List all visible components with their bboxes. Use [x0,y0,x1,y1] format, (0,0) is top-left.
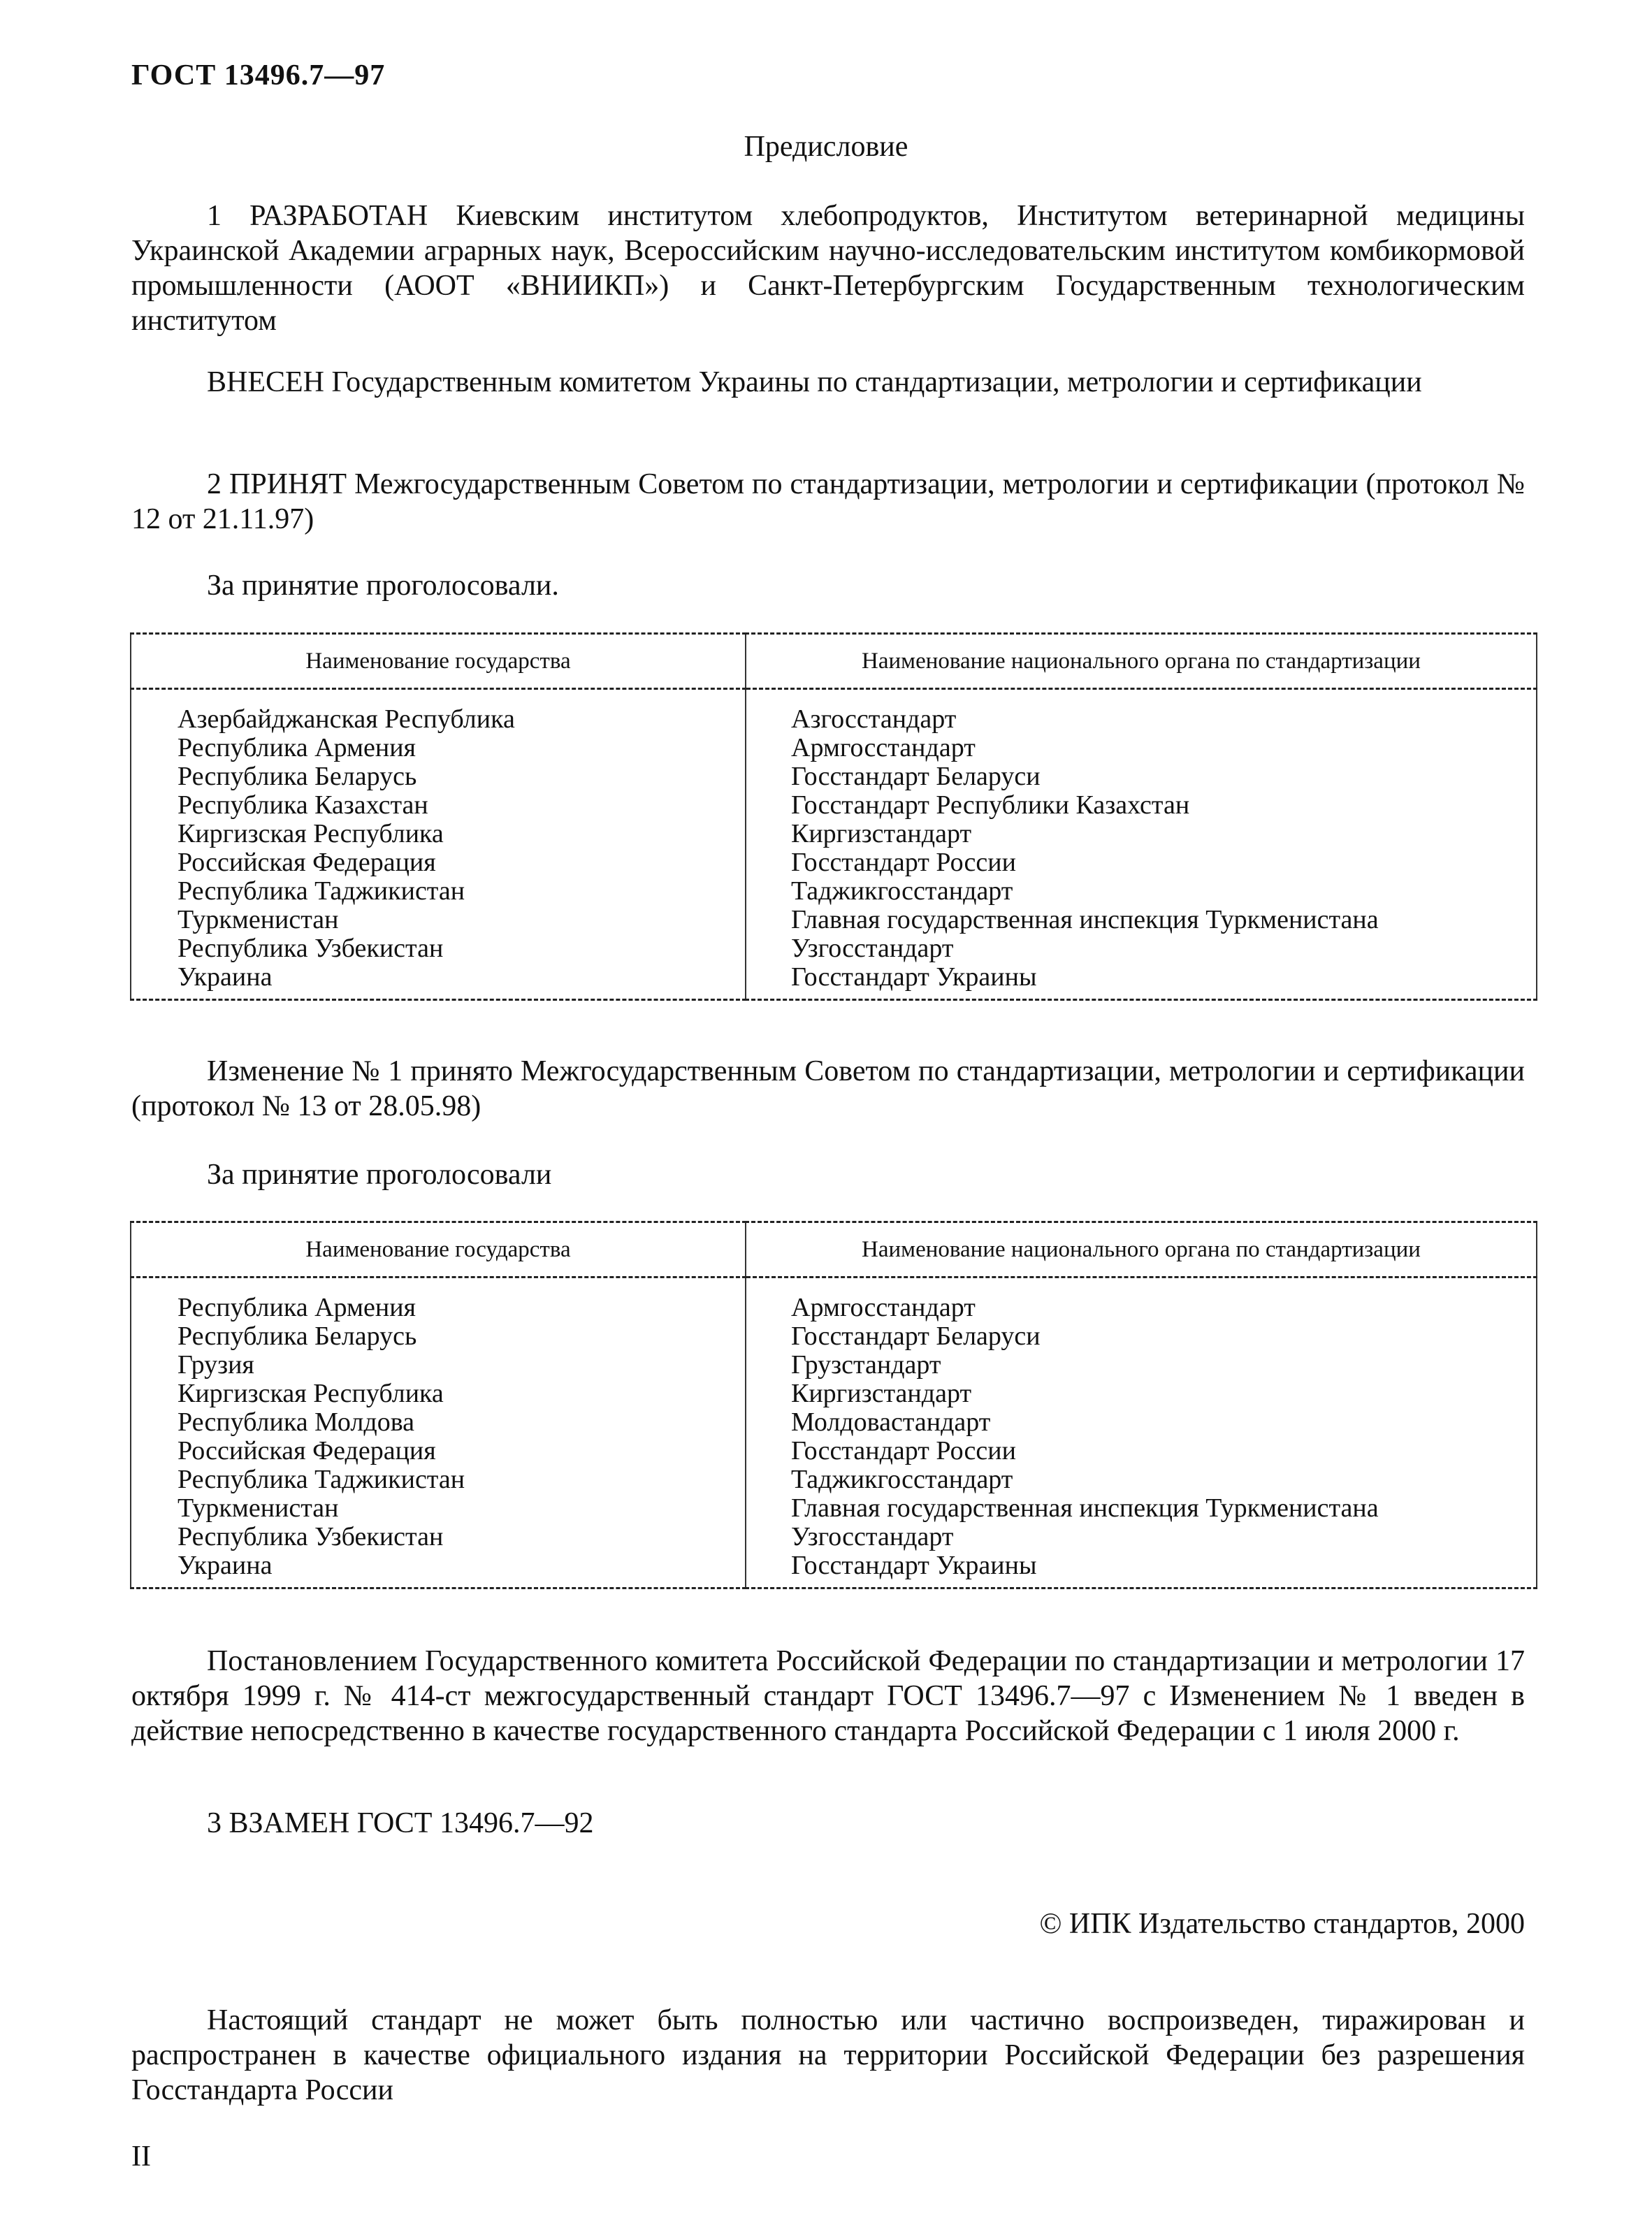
standards-body-cell: Азгосстандарт [791,704,957,734]
state-cell: Республика Узбекистан [131,1523,746,1551]
state-cell: Украина [131,963,746,1000]
page-number: II [131,2141,151,2173]
state-cell: Республика Беларусь [131,762,746,791]
state-cell: Республика Казахстан [131,791,746,820]
table-row [131,1277,1537,1323]
voted-caption-2: За принятие проголосовали [207,1159,552,1191]
standards-body-cell: Таджикгосстандарт [791,1465,1013,1494]
reproduction-notice: Настоящий стандарт не может быть полностью или частично воспроизведен, тиражирован и распространен в качестве официального издания на территории Российской Федерации без разрешения Госстандарта России [131,2004,1525,2106]
state-cell: Российская Федерация [131,848,746,877]
adopted-paragraph: 2 ПРИНЯТ Межгосударственным Советом по стандартизации, метрологии и сертификации (протокол № 12 от 21.11.97) [131,468,1525,535]
state-cell: Азербайджанская Республика [131,689,746,734]
copyright-line: © ИПК Издательство стандартов, 2000 [1039,1908,1525,1940]
standards-body-cell: Армгосстандарт [791,733,976,762]
voted-caption-1: За принятие проголосовали. [207,570,559,602]
table-row [131,848,1537,877]
state-cell: Республика Таджикистан [131,877,746,906]
amendment-paragraph: Изменение № 1 принято Межгосударственным Советом по стандартизации, метрологии и сертификации (протокол № 13 от 28.05.98) [131,1055,1525,1122]
column-header-state: Наименование государства [131,1222,746,1277]
state-cell: Туркменистан [131,906,746,934]
table-row [131,1437,1537,1465]
table-row [131,1465,1537,1494]
standards-body-cell: Грузстандарт [791,1350,941,1380]
table-row [131,963,1537,1000]
state-cell: Республика Молдова [131,1408,746,1437]
states-table-2 [130,1221,1537,1589]
table-row [131,791,1537,820]
document-code: ГОСТ 13496.7—97 [131,59,386,92]
standards-body-cell: Госстандарт России [791,1436,1016,1465]
table-row [131,1494,1537,1523]
standards-body-cell: Киргизстандарт [791,1379,972,1408]
standards-body-cell: Таджикгосстандарт [791,876,1013,906]
table-header-row [131,1222,1537,1277]
table-row [131,762,1537,791]
standards-body-cell: Госстандарт Украины [791,962,1037,992]
standards-body-cell: Госстандарт Украины [791,1551,1037,1580]
column-header-body: Наименование национального органа по стандартизации [746,1222,1537,1277]
state-cell: Республика Беларусь [131,1322,746,1351]
standards-body-cell: Узгосстандарт [791,1522,954,1551]
table-row [131,1322,1537,1351]
standards-body-cell: Главная государственная инспекция Туркменистана [791,905,1379,934]
standards-body-cell: Узгосстандарт [791,934,954,963]
state-cell: Киргизская Республика [131,1380,746,1408]
table-row [131,1551,1537,1588]
table-row [131,689,1537,734]
column-header-body: Наименование национального органа по стандартизации [746,634,1537,689]
states-table-1 [130,632,1537,1001]
table-row [131,1523,1537,1551]
table-row [131,877,1537,906]
table-row [131,906,1537,934]
section-heading: Предисловие [744,131,908,163]
standards-body-cell: Госстандарт Республики Казахстан [791,790,1190,820]
state-cell: Грузия [131,1351,746,1380]
table-row [131,934,1537,963]
standards-body-cell: Киргизстандарт [791,819,972,848]
state-cell: Киргизская Республика [131,820,746,848]
state-cell: Туркменистан [131,1494,746,1523]
table-row [131,734,1537,762]
column-header-state: Наименование государства [131,634,746,689]
state-cell: Республика Армения [131,734,746,762]
state-cell: Российская Федерация [131,1437,746,1465]
resolution-paragraph: Постановлением Государственного комитета Российской Федерации по стандартизации и метрологии 17 октября 1999 г. № 414-ст межгосударственный стандарт ГОСТ 13496.7—97 с Изменением № 1 введен в действие непосредственно в качестве государственного стандарта Российской Федерации с 1 июля 2000 г. [131,1645,1525,1747]
standards-body-cell: Госстандарт Беларуси [791,762,1041,791]
state-cell: Украина [131,1551,746,1588]
table-row [131,1380,1537,1408]
standards-body-cell: Госстандарт Беларуси [791,1322,1041,1351]
standards-body-cell: Армгосстандарт [791,1293,976,1322]
replaces-line: 3 ВЗАМЕН ГОСТ 13496.7—92 [207,1807,594,1839]
table-header-row [131,634,1537,689]
standards-body-cell: Госстандарт России [791,848,1016,877]
table-row [131,820,1537,848]
state-cell: Республика Таджикистан [131,1465,746,1494]
table-row [131,1351,1537,1380]
state-cell: Республика Армения [131,1277,746,1323]
table-row [131,1408,1537,1437]
standards-body-cell: Главная государственная инспекция Туркменистана [791,1493,1379,1523]
state-cell: Республика Узбекистан [131,934,746,963]
introduced-paragraph: ВНЕСЕН Государственным комитетом Украины по стандартизации, метрологии и сертификации [207,366,1422,398]
developed-paragraph: 1 РАЗРАБОТАН Киевским институтом хлебопродуктов, Институтом ветеринарной медицины Украинской Академии аграрных наук, Всероссийским научно-исследовательским институтом комбикормовой промышленности (АООТ «ВНИИКП») и Санкт-Петербургским Государственным технологическим институтом [131,200,1525,337]
standards-body-cell: Молдовастандарт [791,1407,991,1437]
